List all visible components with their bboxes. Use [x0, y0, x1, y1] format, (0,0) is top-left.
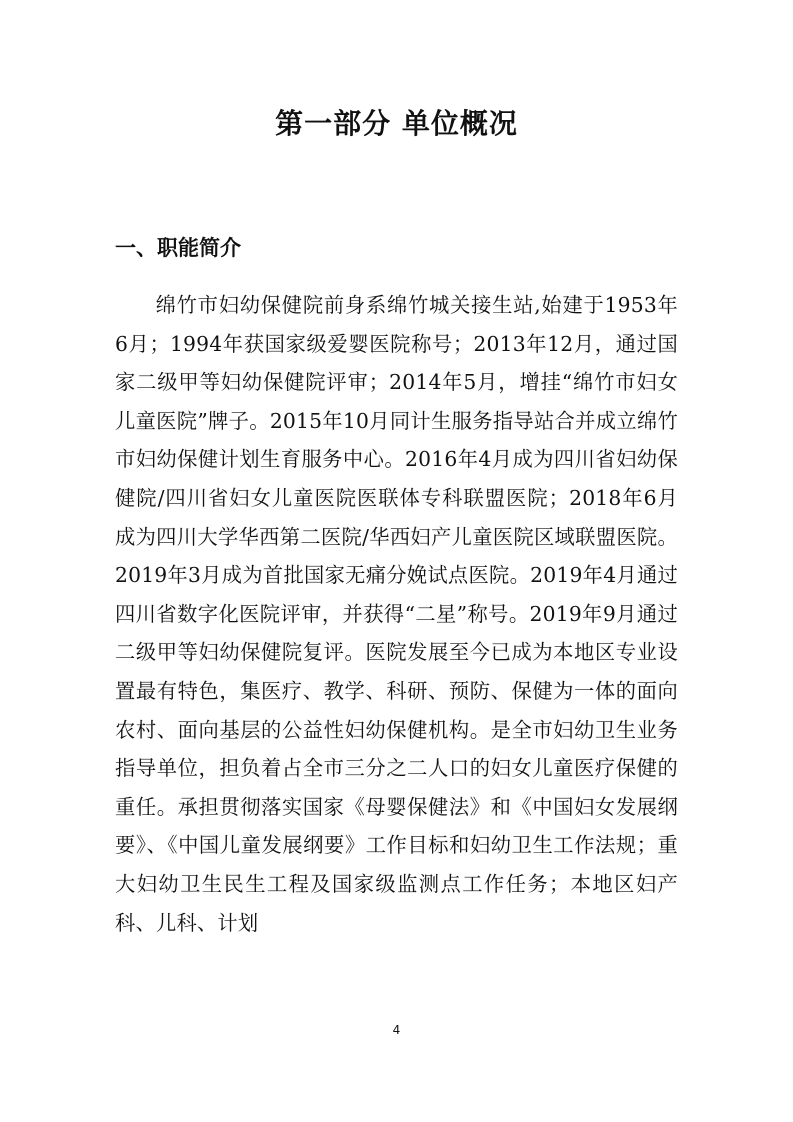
section-heading: 一、职能简介 — [115, 236, 241, 260]
page-number: 4 — [392, 1023, 401, 1037]
page-title: 第一部分 单位概况 — [275, 107, 518, 140]
body-paragraph: 绵竹市妇幼保健院前身系绵竹城关接生站,始建于1953年6月；1994年获国家级爱婴医院称号；2013年12月，通过国家二级甲等妇幼保健院评审；2014年5月，增挂“绵竹市妇女儿童医院”牌子。2015年10月同计生服务指导站合并成立绵竹市妇幼保健计划生育服务中心。2016年4月成为四川省妇幼保健院/四川省妇女儿童医院医联体专科联盟医院；2018年6月成为四川大学华西第二医院/华西妇产儿童医院区域联盟医院。2019年3月成为首批国家无痛分娩试点医院。2019年4月通过四川省数字化医院评审，并获得“二星”称号。2019年9月通过二级甲等妇幼保健院复评。医院发展至今已成为本地区专业设置最有特色，集医疗、教学、科研、预防、保健为一体的面向农村、面向基层的公益性妇幼保健机构。是全市妇幼卫生业务指导单位，担负着占全市三分之二人口的妇女儿童医疗保健的重任。承担贯彻落实国家《母婴保健法》和《中国妇女发展纲要》、《中国儿童发展纲要》工作目标和妇幼卫生工作法规；重大妇幼卫生民生工程及国家级监测点工作任务；本地区妇产科、儿科、计划 — [115, 293, 678, 935]
